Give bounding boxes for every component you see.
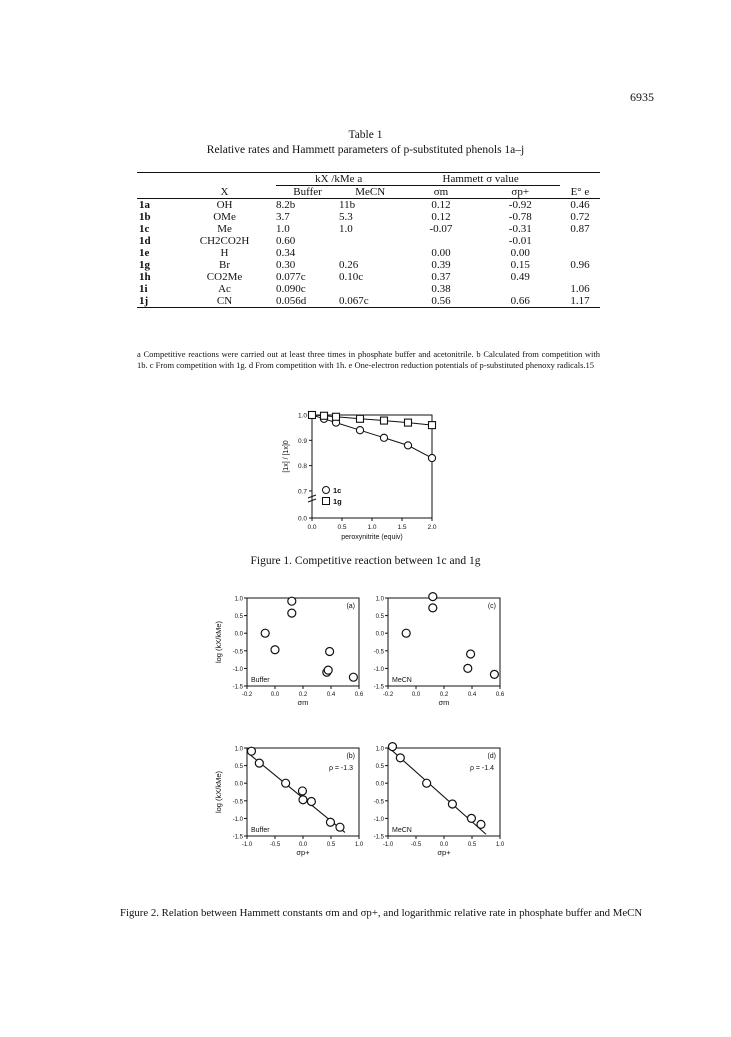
data-point [282, 779, 290, 787]
y-tick-label: -1.5 [232, 834, 243, 841]
y-axis-label: log (kX/kMe) [214, 770, 223, 814]
cell-x: CH2CO2H [199, 235, 250, 247]
data-point [356, 427, 363, 434]
x-axis-label: peroxynitrite (equiv) [341, 534, 403, 541]
data-point [324, 666, 332, 674]
cell-e0: 0.72 [570, 211, 590, 223]
data-point [490, 670, 498, 678]
table-label: Table 1 [348, 129, 383, 141]
data-point [428, 454, 435, 461]
data-point [333, 413, 340, 420]
y-tick-label: 0.8 [297, 463, 307, 471]
panel-letter: (c) [487, 603, 496, 610]
data-point [381, 417, 388, 424]
y-tick-label: -1.0 [373, 666, 384, 673]
panel-letter: (d) [487, 753, 496, 760]
x-tick-label: -1.0 [241, 842, 253, 848]
cell-x: Br [219, 259, 231, 271]
y-tick-label: 0.0 [375, 781, 384, 788]
cell-sm: 0.39 [431, 259, 451, 271]
x-tick-label: 0.5 [337, 524, 347, 531]
data-point [477, 820, 485, 828]
panel-c [374, 593, 505, 707]
y-tick-label: 0.9 [297, 437, 307, 445]
series-line [312, 415, 432, 458]
panel-frame [247, 598, 359, 686]
cell-sp: -0.92 [508, 199, 532, 211]
cell-sp: 0.49 [510, 271, 530, 283]
cell-id: 1b [139, 211, 151, 223]
series-line [312, 415, 432, 425]
data-point [405, 419, 412, 426]
x-tick-label: 1.5 [397, 524, 407, 531]
data-point [271, 646, 279, 654]
rho-annotation: ρ = -1.3 [328, 765, 353, 772]
data-table [137, 172, 600, 308]
cell-x: Me [217, 223, 232, 235]
cell-x: OMe [213, 211, 236, 223]
cell-e0: 1.06 [570, 283, 590, 295]
table-row [137, 235, 600, 247]
cell-mecn: 0.10c [339, 271, 364, 283]
data-point [321, 412, 328, 419]
panel-medium-label: MeCN [392, 677, 412, 684]
panel-letter: (b) [346, 753, 355, 760]
data-point [288, 609, 296, 617]
cell-e0: 1.17 [560, 295, 600, 308]
cell-sm: 0.37 [431, 271, 451, 283]
table-caption [0, 128, 731, 158]
cell-id: 1a [139, 199, 150, 211]
x-tick-label: 2.0 [427, 524, 437, 531]
page-number: 6935 [630, 90, 654, 104]
x-tick-label: -0.5 [410, 842, 422, 848]
cell-e0 [560, 235, 600, 247]
y-tick-label: -0.5 [232, 799, 243, 806]
panel-a [214, 597, 364, 708]
cell-sp: -0.31 [508, 223, 532, 235]
y-tick-label: 1.0 [234, 746, 243, 753]
cell-sp [481, 283, 560, 295]
x-tick-label: 0.4 [326, 692, 336, 698]
figure-2-caption: Figure 2. Relation between Hammett constants σm and σp+, and logarithmic relative rate in phosphate buffer and MeCN [120, 907, 643, 919]
cell-mecn: 11b [339, 199, 356, 211]
y-tick-label: -0.5 [373, 649, 384, 656]
x-tick-label: 0.2 [298, 692, 308, 698]
data-point [255, 759, 263, 767]
y-tick-label: 0.5 [234, 614, 243, 621]
data-point [357, 415, 364, 422]
table-row [137, 259, 600, 271]
cell-x: Ac [218, 283, 231, 295]
cell-sm: 0.12 [431, 199, 451, 211]
data-point [448, 800, 456, 808]
cell-e0: 0.96 [570, 259, 590, 271]
panel-frame [388, 598, 500, 686]
data-point [429, 593, 437, 601]
data-point [326, 648, 334, 656]
y-tick-label: 0.0 [234, 781, 243, 788]
y-tick-label: 0.5 [375, 614, 384, 621]
cell-e0: 0.87 [570, 223, 590, 235]
legend-label: 1c [333, 486, 342, 495]
table-title: Relative rates and Hammett parameters of p-substituted phenols 1a–j [206, 144, 525, 156]
x-tick-label: -0.2 [241, 692, 253, 698]
cell-x: OH [216, 199, 233, 211]
cell-sm: 0.12 [431, 211, 451, 223]
cell-mecn: 5.3 [339, 211, 353, 223]
x-tick-label: 0.4 [467, 692, 477, 698]
y-tick-label: 1.0 [234, 596, 243, 603]
data-point [247, 747, 255, 755]
cell-sm: 0.56 [401, 295, 480, 308]
cell-buffer: 0.34 [276, 247, 296, 259]
data-point [464, 664, 472, 672]
legend-marker [323, 487, 330, 494]
cell-sm: 0.00 [431, 247, 451, 259]
cell-buffer: 0.077c [276, 271, 306, 283]
data-point [388, 743, 396, 751]
cell-sm: 0.38 [431, 283, 451, 295]
header-buffer: Buffer [276, 186, 339, 199]
data-point [261, 629, 269, 637]
y-tick-label: -0.5 [232, 649, 243, 656]
table-row [137, 283, 600, 295]
y-tick-label: 0.7 [297, 488, 307, 496]
x-tick-label: 1.0 [354, 842, 364, 848]
figure-2-chart [195, 590, 535, 890]
cell-x: H [220, 247, 229, 259]
data-point [429, 422, 436, 429]
x-tick-label: 0.0 [298, 842, 308, 848]
cell-buffer: 0.30 [276, 259, 296, 271]
panel-b [214, 747, 364, 858]
rho-annotation: ρ = -1.4 [469, 765, 494, 772]
x-tick-label: 1.0 [495, 842, 505, 848]
cell-sm: -0.07 [429, 223, 453, 235]
cell-buffer: 1.0 [276, 223, 290, 235]
header-x: X [173, 186, 276, 199]
x-tick-label: 1.0 [367, 524, 377, 531]
y-tick-label: -1.5 [373, 834, 384, 841]
figure-1-chart [270, 410, 450, 550]
data-point [326, 818, 334, 826]
data-point [298, 787, 306, 795]
cell-id: 1e [139, 247, 150, 259]
table-row [137, 295, 600, 308]
cell-e0: 0.46 [570, 199, 590, 211]
panel-letter: (a) [346, 603, 355, 610]
x-tick-label: 0.6 [354, 692, 364, 698]
cell-id: 1c [139, 223, 150, 235]
panel-d [374, 743, 505, 857]
cell-buffer: 3.7 [276, 211, 290, 223]
cell-id: 1h [139, 271, 151, 283]
x-axis-label: σm [438, 698, 450, 707]
table-row [137, 211, 600, 223]
cell-id: 1g [139, 259, 150, 271]
y-tick-label: -1.0 [232, 666, 243, 673]
cell-buffer: 0.090c [276, 283, 306, 295]
data-point [404, 442, 411, 449]
x-axis-label: σm [297, 698, 309, 707]
panel-medium-label: Buffer [251, 677, 270, 684]
x-tick-label: 0.2 [439, 692, 449, 698]
legend-label: 1g [333, 497, 342, 506]
cell-sm [401, 235, 480, 247]
x-tick-label: 0.0 [270, 692, 280, 698]
x-tick-label: 0.5 [467, 842, 477, 848]
cell-id: 1j [137, 295, 173, 308]
x-tick-label: -0.2 [382, 692, 394, 698]
cell-sp: 0.00 [510, 247, 530, 259]
table-row [137, 223, 600, 235]
data-point [288, 597, 296, 605]
y-tick-label: -1.5 [232, 684, 243, 691]
y-tick-label: 0.5 [234, 764, 243, 771]
data-point [429, 604, 437, 612]
cell-x: CO2Me [206, 271, 243, 283]
cell-sp: 0.66 [481, 295, 560, 308]
data-point [380, 434, 387, 441]
x-tick-label: 0.0 [439, 842, 449, 848]
cell-x: CN [173, 295, 276, 308]
cell-mecn: 0.26 [339, 259, 359, 271]
x-tick-label: 0.6 [495, 692, 505, 698]
data-point [307, 798, 315, 806]
x-tick-label: 0.0 [307, 524, 317, 531]
data-point [349, 673, 357, 681]
cell-mecn: 1.0 [339, 223, 353, 235]
cell-sp: 0.15 [510, 259, 530, 271]
y-tick-label: 1.0 [375, 596, 384, 603]
panel-medium-label: MeCN [392, 827, 412, 834]
figure-1-caption: Figure 1. Competitive reaction between 1c and 1g [250, 555, 481, 567]
header-mecn: MeCN [339, 186, 401, 199]
cell-id: 1i [139, 283, 148, 295]
header-sigma-p: σp+ [481, 186, 560, 199]
cell-id: 1d [139, 235, 151, 247]
data-point [402, 629, 410, 637]
x-axis-label: σp+ [437, 848, 451, 857]
y-tick-label: -1.5 [373, 684, 384, 691]
cell-mecn: 0.067c [339, 295, 401, 308]
table-footnote: a Competitive reactions were carried out at least three times in phosphate buffer and acetonitrile. b Calculated from competition with 1b. c From competition with 1g. d From competition with 1h. e One-electron reduction potentials of p-substituted phenoxy radicals.15 [137, 349, 600, 370]
cell-mecn [339, 247, 401, 259]
data-point [309, 412, 316, 419]
table-row [137, 247, 600, 259]
y-tick-label: 1.0 [375, 746, 384, 753]
y-tick-label: 0.0 [297, 515, 307, 523]
y-tick-label: -1.0 [232, 816, 243, 823]
header-sigma-m: σm [401, 186, 480, 199]
cell-buffer: 8.2b [276, 199, 296, 211]
data-point [336, 823, 344, 831]
y-tick-label: 0.5 [375, 764, 384, 771]
data-point [396, 754, 404, 762]
y-tick-label: -1.0 [373, 816, 384, 823]
header-e0: E° e [560, 186, 600, 199]
data-point [467, 814, 475, 822]
y-tick-label: 1.0 [297, 412, 307, 420]
legend-marker [323, 498, 330, 505]
cell-mecn [339, 235, 401, 247]
cell-buffer: 0.056d [276, 295, 339, 308]
y-tick-label: 0.0 [375, 631, 384, 638]
cell-sp: -0.78 [508, 211, 532, 223]
cell-e0 [560, 271, 600, 283]
y-tick-label: -0.5 [373, 799, 384, 806]
table-row [137, 271, 600, 283]
x-tick-label: 0.0 [411, 692, 421, 698]
y-axis-label: [1x] / [1x]0 [283, 440, 290, 473]
cell-sp: -0.01 [508, 235, 532, 247]
y-axis-label: log (kX/kMe) [214, 620, 223, 664]
y-tick-label: 0.0 [234, 631, 243, 638]
cell-e0 [560, 247, 600, 259]
data-table-wrapper [137, 172, 600, 308]
header-hammett: Hammett σ value [401, 173, 560, 186]
data-point [467, 650, 475, 658]
cell-buffer: 0.60 [276, 235, 296, 247]
panel-medium-label: Buffer [251, 827, 270, 834]
cell-mecn [339, 283, 401, 295]
x-tick-label: -0.5 [269, 842, 281, 848]
header-ratio: kX /kMe a [276, 173, 401, 186]
table-row [137, 199, 600, 212]
x-tick-label: 0.5 [326, 842, 336, 848]
data-point [299, 796, 307, 804]
x-tick-label: -1.0 [382, 842, 394, 848]
x-axis-label: σp+ [296, 848, 310, 857]
data-point [423, 779, 431, 787]
